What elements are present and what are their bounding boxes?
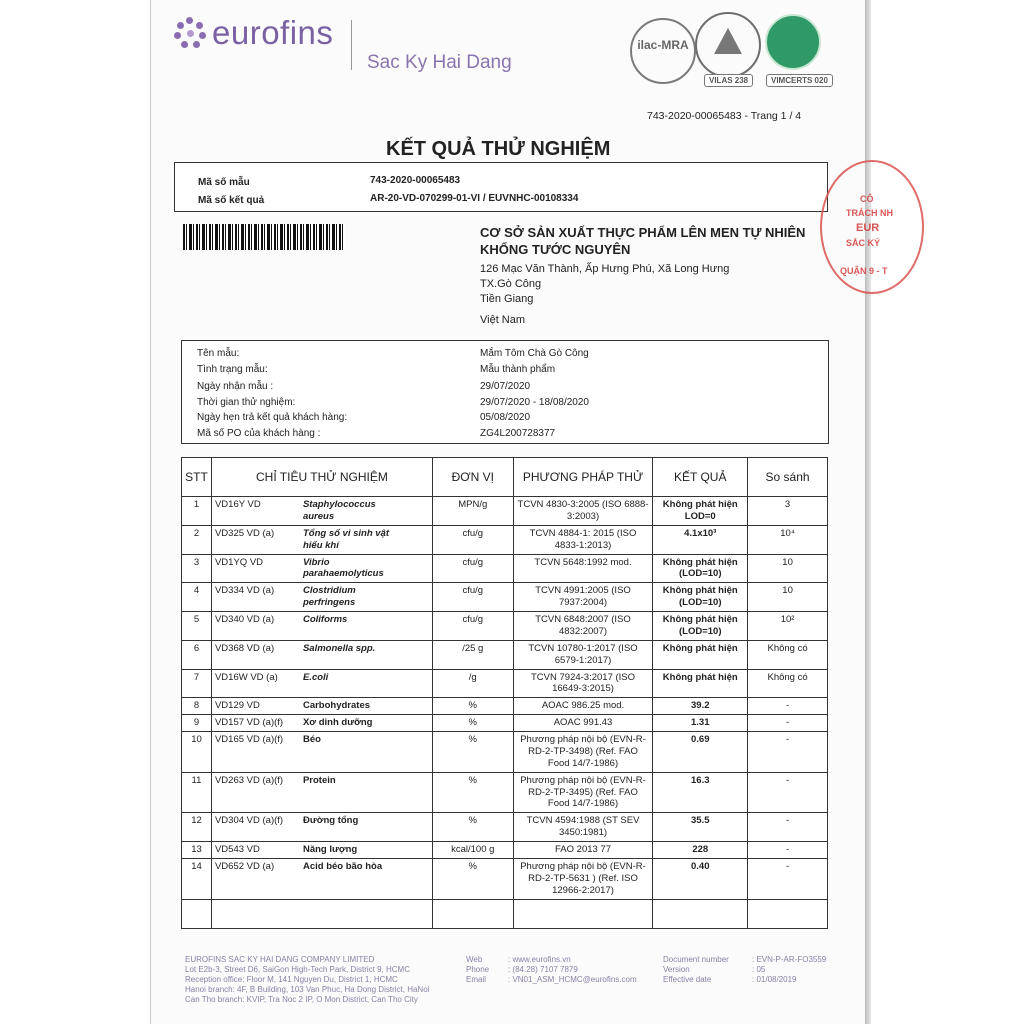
result-cell: Không phát hiện (LOD=10) xyxy=(653,612,748,641)
row-number: 6 xyxy=(182,640,212,669)
parameter-cell xyxy=(211,715,432,732)
vilas-badge: VILAS 238 xyxy=(704,74,753,87)
row-number: 5 xyxy=(182,612,212,641)
vimcerts-badge: VIMCERTS 020 xyxy=(766,74,833,87)
brand-name: eurofins xyxy=(212,14,334,51)
footer-doc-label: Document number xyxy=(663,955,729,964)
empty-cell xyxy=(653,899,748,928)
test-period-label: Thời gian thử nghiệm: xyxy=(197,397,296,408)
compare-cell: 10² xyxy=(748,612,828,641)
parameter-cell xyxy=(211,698,432,715)
result-cell: Không phát hiện LOD=0 xyxy=(653,497,748,526)
eurofins-dots-icon xyxy=(172,15,208,51)
due-date-value: 05/08/2020 xyxy=(480,412,531,423)
test-code: VD1YQ VD xyxy=(214,556,264,568)
empty-cell xyxy=(211,899,432,928)
result-cell: Không phát hiện xyxy=(653,640,748,669)
test-code: VD304 VD (a)(f) xyxy=(214,815,284,827)
result-cell: 35.5 xyxy=(653,813,748,842)
row-number: 10 xyxy=(182,732,212,773)
compare-cell: - xyxy=(748,732,828,773)
test-parameter: Acid béo bão hòa xyxy=(302,860,383,872)
test-code: VD16W VD (a) xyxy=(214,671,278,683)
method-cell: TCVN 4991:2005 (ISO 7937:2004) xyxy=(513,583,653,612)
method-cell: Phương pháp nội bộ (EVN-R-RD-2-TP-3495) (Ref. FAO Food 14/7-1986) xyxy=(513,772,653,813)
result-id-value: AR-20-VD-070299-01-VI / EUVNHC-00108334 xyxy=(370,193,579,204)
header-divider xyxy=(351,20,352,70)
row-number: 7 xyxy=(182,669,212,698)
footer-doc-labels xyxy=(663,955,729,985)
test-parameter: Năng lượng xyxy=(302,844,358,855)
header-compare: So sánh xyxy=(748,458,828,497)
table-row xyxy=(182,715,828,732)
test-period-value: 29/07/2020 - 18/08/2020 xyxy=(480,397,589,408)
parameter-cell xyxy=(211,612,432,641)
unit-cell: % xyxy=(432,772,513,813)
row-number: 4 xyxy=(182,583,212,612)
test-code: VD340 VD (a) xyxy=(214,614,275,625)
method-cell: AOAC 986.25 mod. xyxy=(513,698,653,715)
compare-cell: - xyxy=(748,842,828,859)
method-cell: AOAC 991.43 xyxy=(513,715,653,732)
parameter-cell xyxy=(211,842,432,859)
method-cell: TCVN 5648:1992 mod. xyxy=(513,554,653,583)
test-parameter: Carbohydrates xyxy=(302,700,371,712)
footer-address-2: Reception office: Floor M, 141 Nguyen Du, District 1, HCMC xyxy=(185,975,398,984)
header-unit: ĐƠN VỊ xyxy=(432,458,513,497)
table-row xyxy=(182,842,828,859)
customer-address-3: Tiền Giang xyxy=(480,293,534,305)
compare-cell: 10⁴ xyxy=(748,525,828,554)
table-row xyxy=(182,732,828,773)
table-row xyxy=(182,669,828,698)
test-parameter: Béo xyxy=(302,734,321,745)
unit-cell: cfu/g xyxy=(432,525,513,554)
table-row xyxy=(182,858,828,899)
header-param: CHỈ TIÊU THỬ NGHIỆM xyxy=(211,458,432,497)
po-number-value: ZG4L200728377 xyxy=(480,428,556,439)
sample-name-value: Mắm Tôm Chà Gò Công xyxy=(480,348,589,359)
parameter-cell xyxy=(211,858,432,899)
compare-cell: 10 xyxy=(748,554,828,583)
footer-address-3: Hanoi branch: 4F, B Building, 103 Van Phuc, Ha Dong District, HaNoi xyxy=(185,985,430,994)
test-parameter: Staphylococcus aureus xyxy=(302,499,376,522)
method-cell: TCVN 4884-1: 2015 (ISO 4833-1:2013) xyxy=(513,525,653,554)
test-parameter: Xơ dinh dưỡng xyxy=(302,717,373,729)
compare-cell: - xyxy=(748,813,828,842)
footer-effective-date: : 01/08/2019 xyxy=(752,975,797,984)
row-number: 13 xyxy=(182,842,212,859)
result-cell: Không phát hiện (LOD=10) xyxy=(653,554,748,583)
empty-cell xyxy=(182,899,212,928)
unit-cell: % xyxy=(432,813,513,842)
footer-doc-number: : EVN-P-AR-FO3559 xyxy=(752,955,827,964)
parameter-cell xyxy=(211,813,432,842)
received-date-value: 29/07/2020 xyxy=(480,381,531,392)
table-row xyxy=(182,525,828,554)
header-result: KẾT QUẢ xyxy=(653,458,748,497)
report-reference: 743-2020-00065483 - Trang 1 / 4 xyxy=(647,110,802,122)
result-cell: 0.69 xyxy=(653,732,748,773)
accreditation-seal-icon xyxy=(695,12,761,78)
test-code: VD368 VD (a) xyxy=(214,642,275,654)
test-parameter: Vibrio parahaemolyticus xyxy=(302,556,384,580)
parameter-cell xyxy=(211,554,432,583)
company-stamp: CÔ TRÁCH NH EUR SẮC KÝ QUẬN 9 - T xyxy=(820,160,924,294)
footer-address-4: Can Tho branch: KVIP, Tra Noc 2 IP, O Mon District, Can Tho City xyxy=(185,995,418,1004)
footer-company-block xyxy=(185,955,429,1005)
due-date-label: Ngày hẹn trả kết quả khách hàng: xyxy=(197,412,348,423)
sample-status-value: Mẫu thành phẩm xyxy=(480,364,556,375)
footer-address-1: Lot E2b-3, Street D6, SaiGon High-Tech Park, District 9, HCMC xyxy=(185,965,410,974)
po-number-label: Mã số PO của khách hàng : xyxy=(197,428,321,439)
unit-cell: % xyxy=(432,715,513,732)
parameter-cell xyxy=(211,669,432,698)
eurofins-logo xyxy=(172,14,333,52)
test-parameter: Tổng số vi sinh vật hiếu khí xyxy=(302,527,390,551)
unit-cell: % xyxy=(432,698,513,715)
header-stt: STT xyxy=(182,458,212,497)
received-date-label: Ngày nhận mẫu : xyxy=(197,381,274,392)
method-cell: Phương pháp nội bộ (EVN-R-RD-2-TP-5631 ) (Ref. ISO 12966-2:2017) xyxy=(513,858,653,899)
test-parameter: E.coli xyxy=(302,671,329,683)
result-id-label: Mã số kết quả xyxy=(198,195,265,206)
customer-name-line1: CƠ SỞ SẢN XUẤT THỰC PHẨM LÊN MEN TỰ NHIÊN xyxy=(480,225,806,240)
parameter-cell xyxy=(211,772,432,813)
test-code: VD129 VD xyxy=(214,700,260,712)
sub-brand: Sac Ky Hai Dang xyxy=(367,52,512,73)
method-cell: TCVN 4830-3:2005 (ISO 6888-3:2003) xyxy=(513,497,653,526)
table-row xyxy=(182,640,828,669)
footer-effective-label: Effective date xyxy=(663,975,712,984)
test-code: VD263 VD (a)(f) xyxy=(214,774,284,786)
footer-web-label: Web xyxy=(466,955,483,964)
unit-cell: cfu/g xyxy=(432,554,513,583)
unit-cell: /g xyxy=(432,669,513,698)
unit-cell: cfu/g xyxy=(432,583,513,612)
unit-cell: /25 g xyxy=(432,640,513,669)
customer-country: Việt Nam xyxy=(480,314,526,326)
test-parameter: Protein xyxy=(302,774,336,786)
parameter-cell xyxy=(211,525,432,554)
test-code: VD16Y VD xyxy=(214,499,261,510)
row-number: 2 xyxy=(182,525,212,554)
test-parameter: Clostridium perfringens xyxy=(302,585,356,609)
sample-status-label: Tình trạng mẫu: xyxy=(197,364,268,375)
footer-phone-label: Phone xyxy=(466,965,490,974)
row-number: 3 xyxy=(182,554,212,583)
ilac-mra-seal-icon: ilac-MRA xyxy=(630,18,696,84)
table-row xyxy=(182,772,828,813)
sample-id-value: 743-2020-00065483 xyxy=(370,175,461,186)
result-cell: 16.3 xyxy=(653,772,748,813)
result-cell: 39.2 xyxy=(653,698,748,715)
compare-cell: Không có xyxy=(748,669,828,698)
sample-id-label: Mã số mẫu xyxy=(198,177,250,188)
footer-contact-values xyxy=(508,955,637,985)
test-code: VD157 VD (a)(f) xyxy=(214,717,284,729)
footer-version-label: Version xyxy=(663,965,690,974)
ids-box xyxy=(174,162,828,212)
parameter-cell xyxy=(211,640,432,669)
test-code: VD652 VD (a) xyxy=(214,860,275,872)
test-parameter: Đường tổng xyxy=(302,815,359,827)
test-code: VD165 VD (a)(f) xyxy=(214,734,284,745)
unit-cell: % xyxy=(432,858,513,899)
sample-name-label: Tên mẫu: xyxy=(197,348,240,359)
empty-cell xyxy=(513,899,653,928)
header-method: PHƯƠNG PHÁP THỬ xyxy=(513,458,653,497)
compare-cell: - xyxy=(748,772,828,813)
result-cell: 4.1x10³ xyxy=(653,525,748,554)
empty-cell xyxy=(432,899,513,928)
test-parameter: Salmonella spp. xyxy=(302,642,376,654)
table-empty-row xyxy=(182,899,828,928)
table-row xyxy=(182,612,828,641)
method-cell: TCVN 4594:1988 (ST SEV 3450:1981) xyxy=(513,813,653,842)
footer-version: : 05 xyxy=(752,965,766,974)
barcode xyxy=(183,224,345,250)
page-edge xyxy=(865,0,871,1024)
table-row xyxy=(182,497,828,526)
result-cell: Không phát hiện xyxy=(653,669,748,698)
table-row xyxy=(182,583,828,612)
unit-cell: MPN/g xyxy=(432,497,513,526)
row-number: 11 xyxy=(182,772,212,813)
table-row xyxy=(182,813,828,842)
footer-phone: : (84.28) 7107 7879 xyxy=(508,965,578,974)
test-code: VD543 VD xyxy=(214,844,260,855)
method-cell: TCVN 6848:2007 (ISO 4832:2007) xyxy=(513,612,653,641)
compare-cell: - xyxy=(748,858,828,899)
method-cell: FAO 2013 77 xyxy=(513,842,653,859)
compare-cell: 10 xyxy=(748,583,828,612)
parameter-cell xyxy=(211,732,432,773)
row-number: 9 xyxy=(182,715,212,732)
unit-cell: % xyxy=(432,732,513,773)
test-code: VD325 VD (a) xyxy=(214,527,275,539)
customer-address-1: 126 Mạc Văn Thành, Ấp Hưng Phú, Xã Long Hưng xyxy=(480,263,730,275)
footer-contact-labels xyxy=(466,955,489,985)
vimcerts-seal-icon xyxy=(765,14,821,70)
result-cell: 1.31 xyxy=(653,715,748,732)
result-cell: Không phát hiện (LOD=10) xyxy=(653,583,748,612)
row-number: 8 xyxy=(182,698,212,715)
table-row xyxy=(182,698,828,715)
unit-cell: cfu/g xyxy=(432,612,513,641)
compare-cell: - xyxy=(748,698,828,715)
table-header-row xyxy=(182,458,828,497)
customer-name-line2: KHỔNG TƯỚC NGUYÊN xyxy=(480,242,631,257)
result-cell: 0.40 xyxy=(653,858,748,899)
footer-web-link[interactable]: : www.eurofins.vn xyxy=(508,955,571,964)
parameter-cell xyxy=(211,583,432,612)
result-cell: 228 xyxy=(653,842,748,859)
footer-email-link[interactable]: : VN01_ASM_HCMC@eurofins.com xyxy=(508,975,637,984)
compare-cell: - xyxy=(748,715,828,732)
unit-cell: kcal/100 g xyxy=(432,842,513,859)
method-cell: TCVN 10780-1:2017 (ISO 6579-1:2017) xyxy=(513,640,653,669)
test-code: VD334 VD (a) xyxy=(214,585,275,597)
row-number: 1 xyxy=(182,497,212,526)
table-row xyxy=(182,554,828,583)
compare-cell: Không có xyxy=(748,640,828,669)
page-title: KẾT QUẢ THỬ NGHIỆM xyxy=(386,138,611,160)
footer-email-label: Email xyxy=(466,975,487,984)
row-number: 12 xyxy=(182,813,212,842)
results-table xyxy=(181,457,828,929)
parameter-cell xyxy=(211,497,432,526)
method-cell: Phương pháp nội bộ (EVN-R-RD-2-TP-3498) (Ref. FAO Food 14/7-1986) xyxy=(513,732,653,773)
customer-address-2: TX.Gò Công xyxy=(480,278,542,290)
row-number: 14 xyxy=(182,858,212,899)
footer-doc-values xyxy=(752,955,826,985)
compare-cell: 3 xyxy=(748,497,828,526)
footer-company: EUROFINS SAC KY HAI DANG COMPANY LIMITED xyxy=(185,955,375,964)
test-parameter: Coliforms xyxy=(302,614,348,625)
method-cell: TCVN 7924-3:2017 (ISO 16649-3:2015) xyxy=(513,669,653,698)
empty-cell xyxy=(748,899,828,928)
